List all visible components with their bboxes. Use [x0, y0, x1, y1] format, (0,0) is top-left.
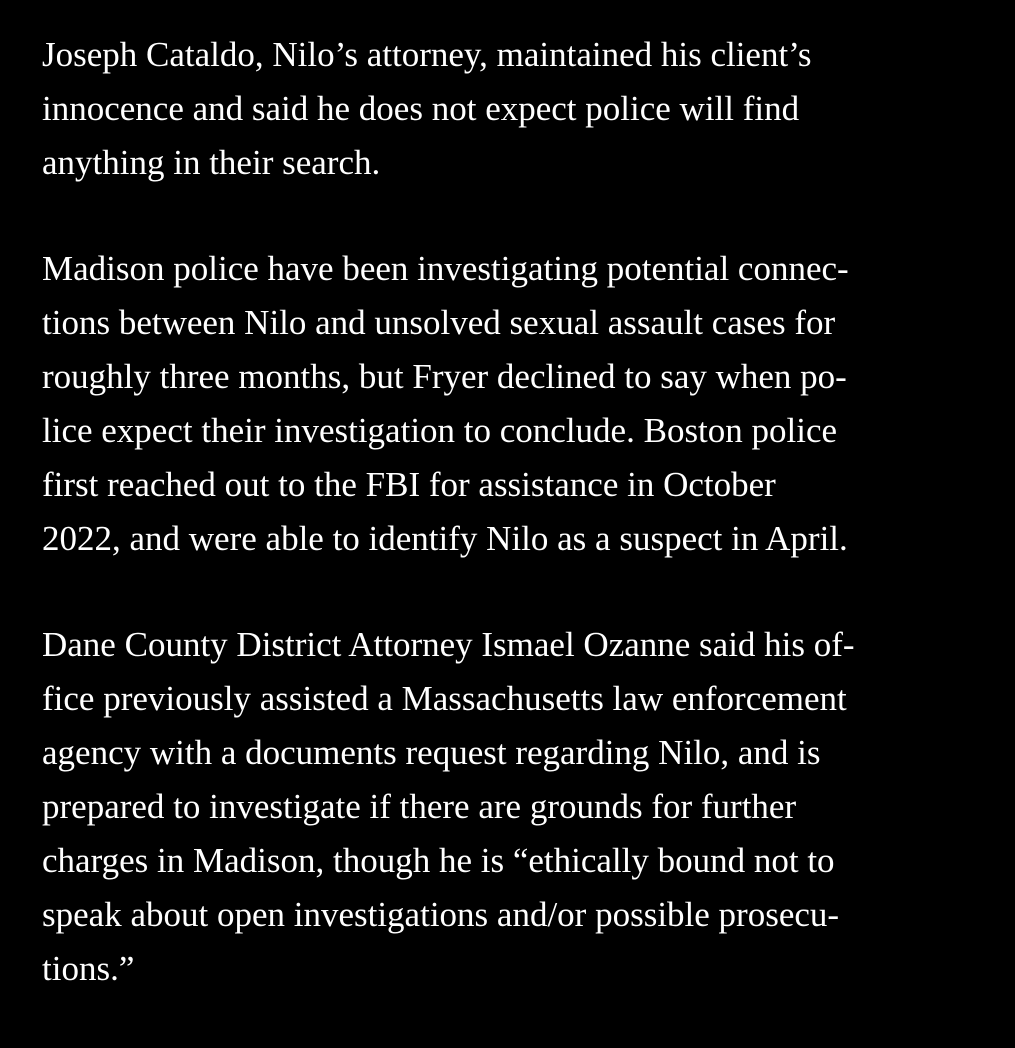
text-line: charges in Madison, though he is “ethically bound not to — [42, 841, 835, 880]
text-line: tions between Nilo and unsolved sexual assault cases for — [42, 303, 836, 342]
paragraph — [42, 618, 1002, 996]
text-line: speak about open investigations and/or possible prosecu- — [42, 895, 840, 934]
text-line: fice previously assisted a Massachusetts law enforcement — [42, 679, 847, 718]
paragraph — [42, 242, 1002, 566]
text-line: anything in their search. — [42, 143, 381, 182]
text-line: innocence and said he does not expect police will find — [42, 89, 800, 128]
text-line: first reached out to the FBI for assistance in October — [42, 465, 776, 504]
text-line: agency with a documents request regarding Nilo, and is — [42, 733, 821, 772]
text-line: prepared to investigate if there are grounds for further — [42, 787, 797, 826]
paragraph — [42, 28, 1002, 190]
text-line: tions.” — [42, 949, 135, 988]
text-line: Joseph Cataldo, Nilo’s attorney, maintained his client’s — [42, 35, 812, 74]
text-line: roughly three months, but Fryer declined to say when po- — [42, 357, 847, 396]
text-line: Dane County District Attorney Ismael Ozanne said his of- — [42, 625, 855, 664]
text-line: Madison police have been investigating potential connec- — [42, 249, 849, 288]
text-line: lice expect their investigation to conclude. Boston police — [42, 411, 838, 450]
article-body — [42, 28, 1002, 1048]
text-line: 2022, and were able to identify Nilo as a suspect in April. — [42, 519, 848, 558]
